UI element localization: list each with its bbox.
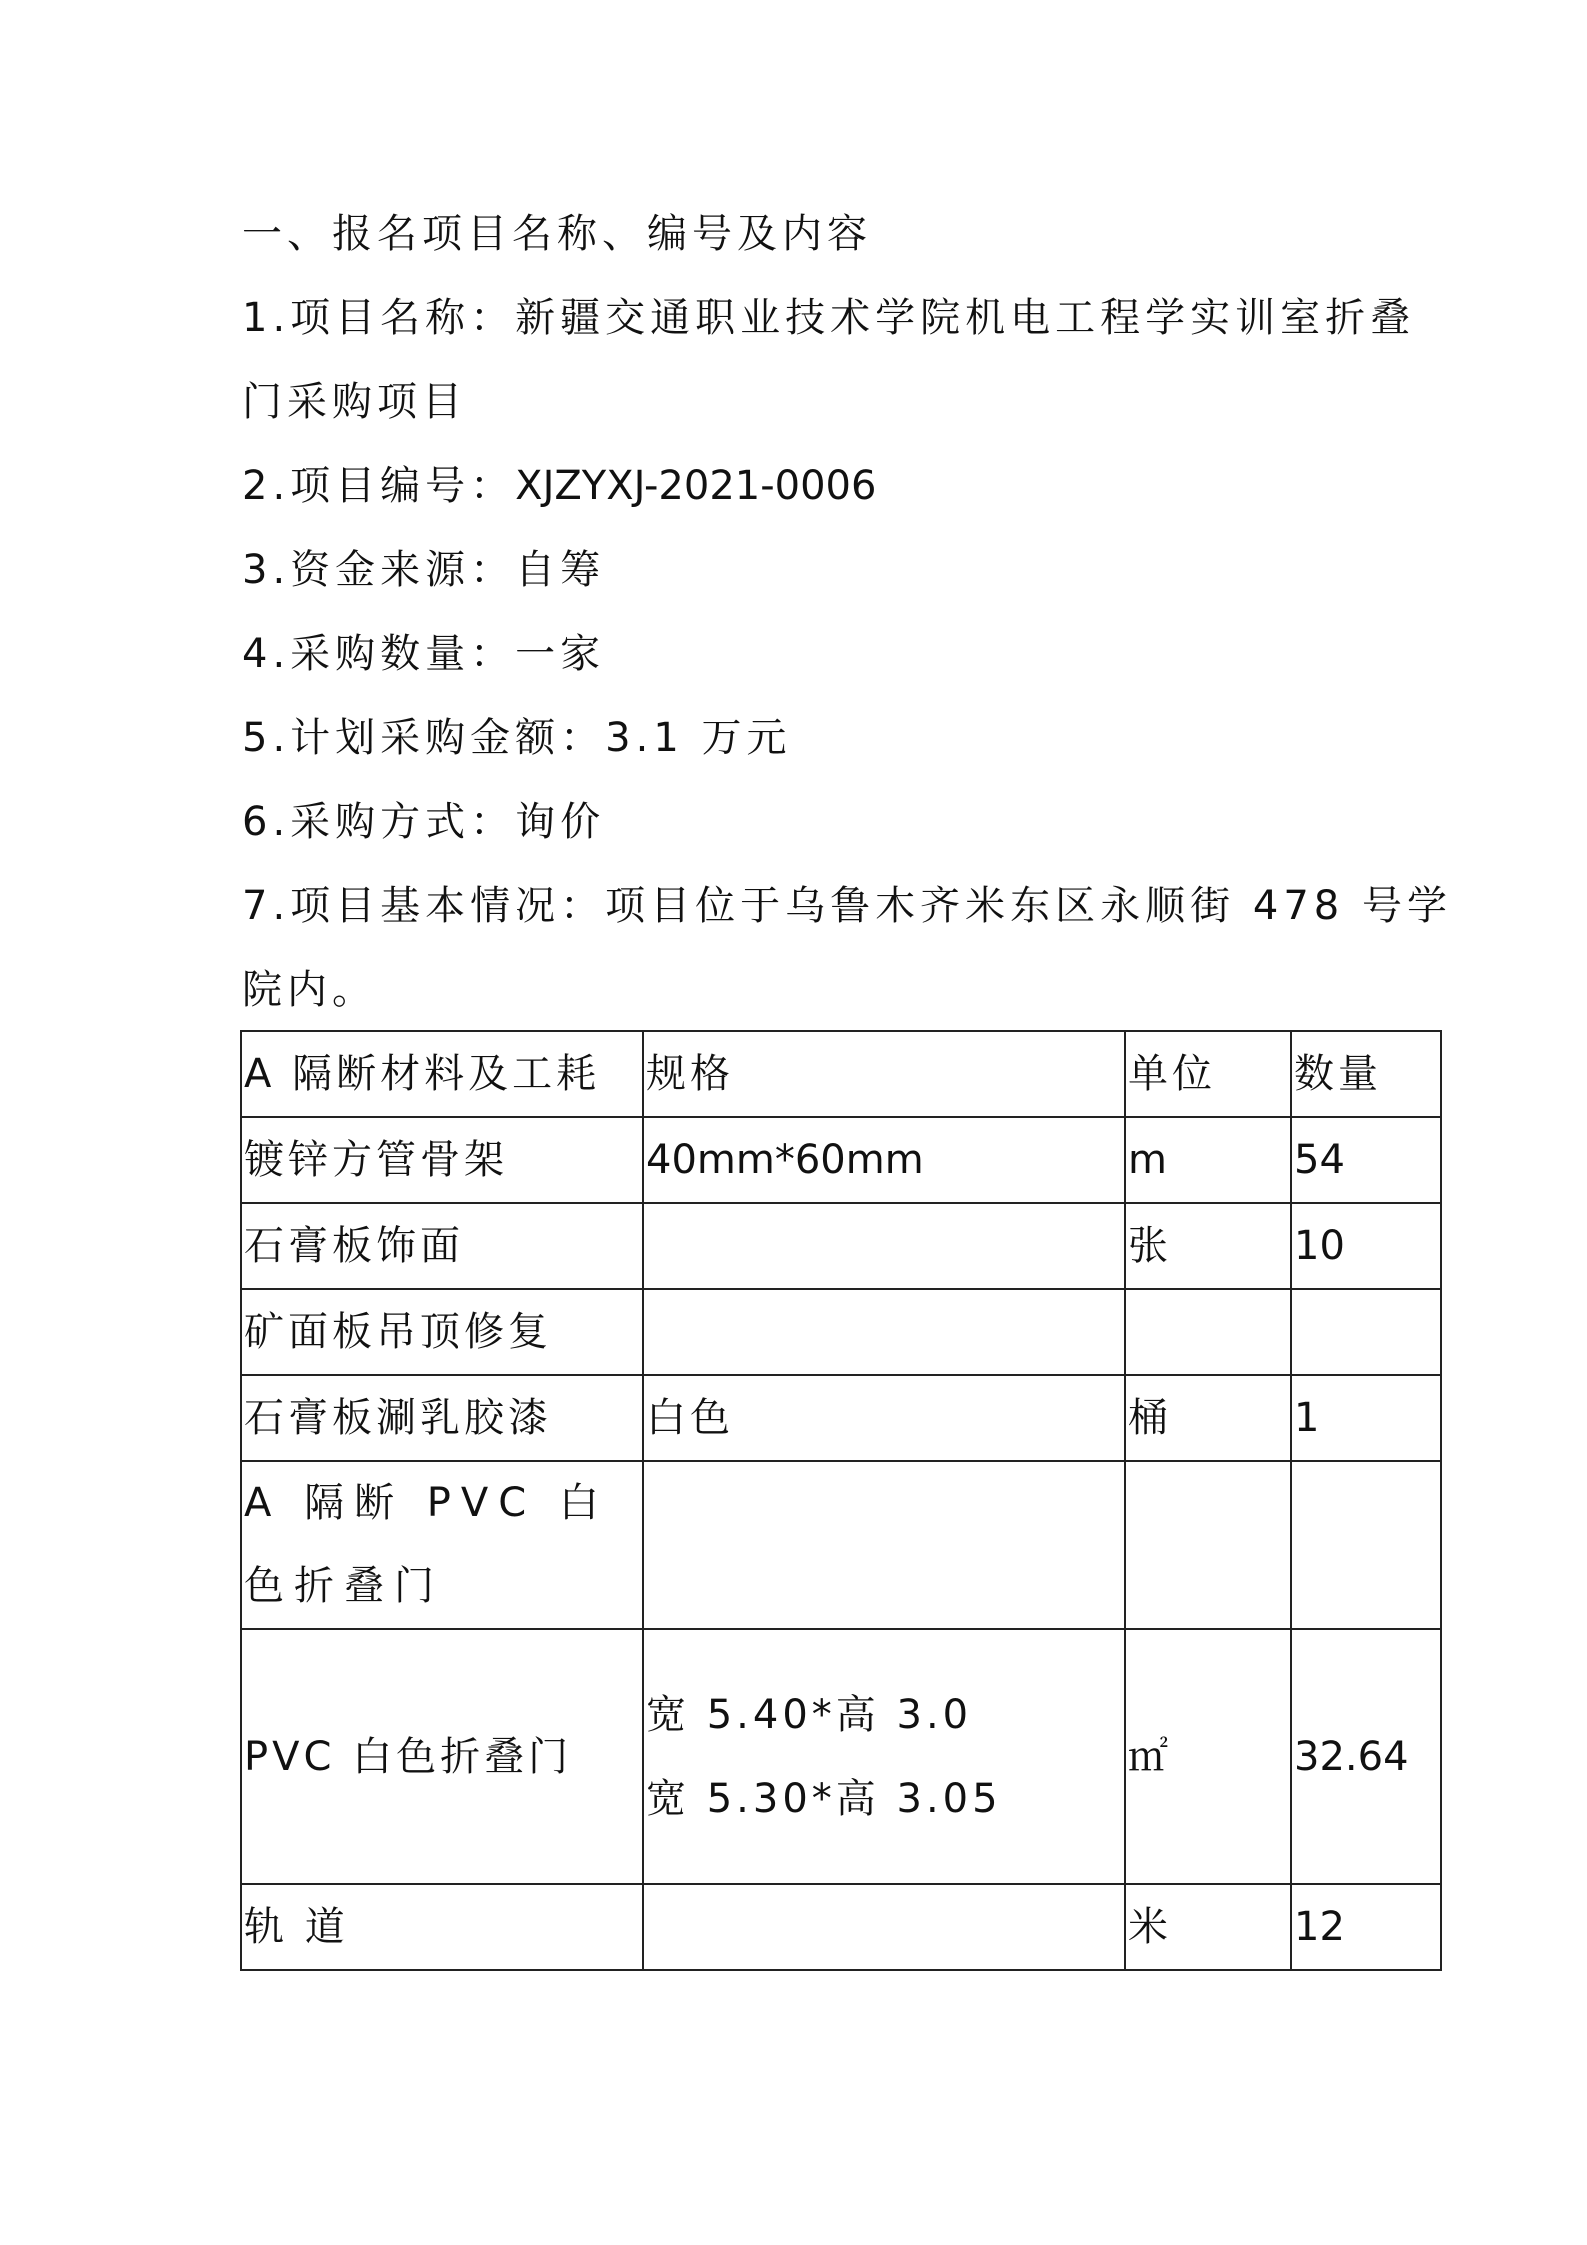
planned-amount-line	[242, 714, 792, 762]
cell-qty: 54	[1291, 1117, 1441, 1203]
cell-unit: 张	[1125, 1203, 1291, 1289]
project-name-value: 新疆交通职业技术学院机电工程学实训室折叠	[515, 295, 1416, 341]
cell-unit: 桶	[1125, 1375, 1291, 1461]
purchase-method-value: 询价	[515, 799, 606, 845]
cell-name: 轨 道	[241, 1884, 643, 1970]
table-row	[241, 1117, 1441, 1203]
cell-unit	[1125, 1461, 1291, 1629]
table-row	[241, 1289, 1441, 1375]
project-basics-value: 项目位于乌鲁木齐米东区永顺街 478 号学	[605, 883, 1452, 929]
purchase-method-label: 6.采购方式：	[242, 799, 516, 845]
cell-spec	[643, 1203, 1125, 1289]
fund-source-label: 3.资金来源：	[242, 547, 516, 593]
fund-source-line	[242, 546, 605, 594]
cell-name: 石膏板饰面	[241, 1203, 643, 1289]
project-basics-continuation: 院内。	[242, 967, 377, 1013]
spec-line-2: 宽 5.30*高 3.05	[646, 1775, 1002, 1822]
cell-spec	[643, 1461, 1125, 1629]
purchase-quantity-value: 一家	[515, 631, 606, 677]
purchase-quantity-label: 4.采购数量：	[242, 631, 516, 677]
header-spec: 规格	[643, 1031, 1125, 1117]
project-number-value: XJZYXJ-2021-0006	[515, 463, 877, 509]
cell-name: 镀锌方管骨架	[241, 1117, 643, 1203]
cell-qty	[1291, 1461, 1441, 1629]
table-row	[241, 1629, 1441, 1884]
header-quantity: 数量	[1291, 1031, 1441, 1117]
cell-name: PVC 白色折叠门	[241, 1629, 643, 1884]
table-row	[241, 1203, 1441, 1289]
cell-qty: 10	[1291, 1203, 1441, 1289]
spec-line-1: 宽 5.40*高 3.0	[646, 1691, 973, 1738]
project-number-label: 2.项目编号：	[242, 463, 516, 509]
cell-name: 石膏板涮乳胶漆	[241, 1375, 643, 1461]
table-header-row	[241, 1031, 1441, 1117]
cell-spec: 白色	[643, 1375, 1125, 1461]
project-number-line	[242, 462, 876, 510]
project-name-continuation: 门采购项目	[242, 379, 467, 425]
purchase-method-line	[242, 798, 605, 846]
cell-spec	[643, 1884, 1125, 1970]
cell-spec	[643, 1629, 1125, 1884]
project-name-line	[242, 294, 1415, 342]
section-heading: 一、报名项目名称、编号及内容	[242, 211, 872, 257]
cell-unit	[1125, 1289, 1291, 1375]
table-row	[241, 1884, 1441, 1970]
table-row	[241, 1461, 1441, 1629]
planned-amount-value: 3.1 万元	[605, 715, 792, 761]
cell-spec	[643, 1289, 1125, 1375]
cell-qty: 1	[1291, 1375, 1441, 1461]
table-row	[241, 1375, 1441, 1461]
cell-qty	[1291, 1289, 1441, 1375]
project-basics-line	[242, 882, 1452, 930]
materials-table	[240, 1030, 1442, 1971]
fund-source-value: 自筹	[515, 547, 606, 593]
cell-unit: 米	[1125, 1884, 1291, 1970]
cell-spec: 40mm*60mm	[643, 1117, 1125, 1203]
cell-qty: 12	[1291, 1884, 1441, 1970]
planned-amount-label: 5.计划采购金额：	[242, 715, 606, 761]
cell-unit: m	[1125, 1117, 1291, 1203]
header-material: A 隔断材料及工耗	[241, 1031, 643, 1117]
cell-name: A 隔断 PVC 白色折叠门	[241, 1461, 643, 1629]
project-name-label: 1.项目名称：	[242, 295, 516, 341]
purchase-quantity-line	[242, 630, 605, 678]
project-basics-label: 7.项目基本情况：	[242, 883, 606, 929]
cell-qty: 32.64	[1291, 1629, 1441, 1884]
cell-unit: ㎡	[1125, 1629, 1291, 1884]
header-unit: 单位	[1125, 1031, 1291, 1117]
cell-name: 矿面板吊顶修复	[241, 1289, 643, 1375]
